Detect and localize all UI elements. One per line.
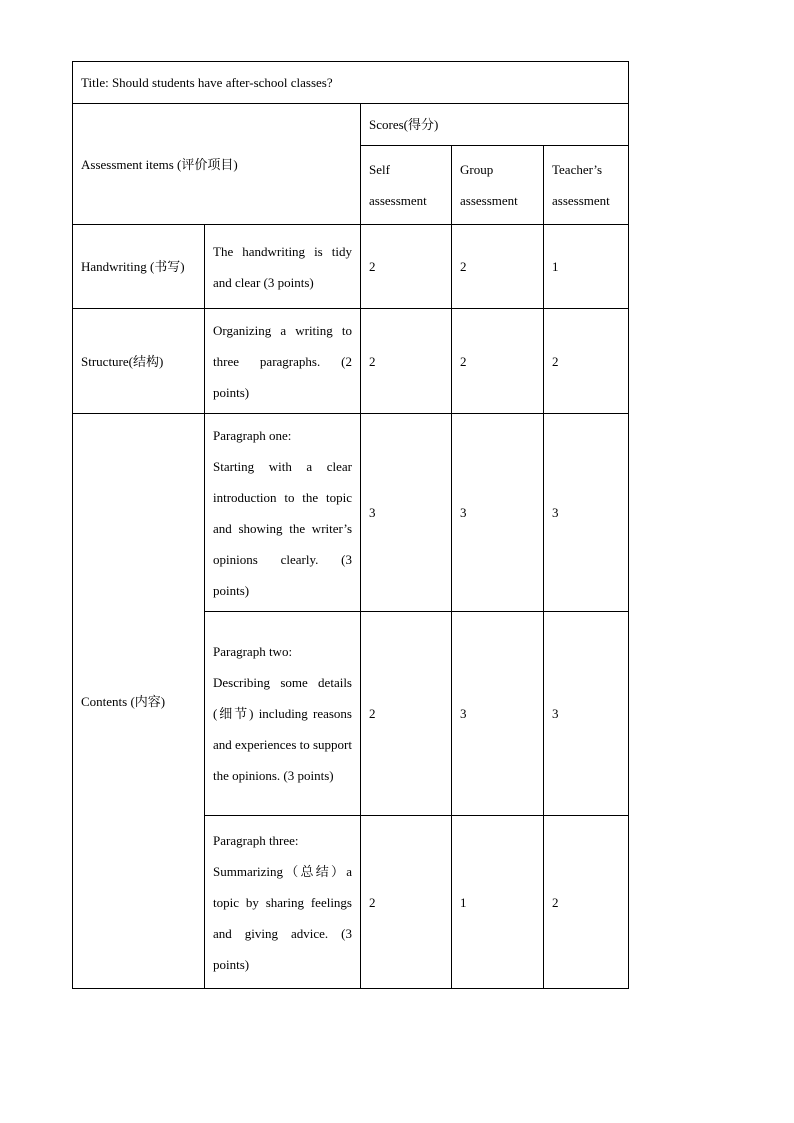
criterion-cell [205,612,361,816]
table-row [73,414,629,612]
self-score-cell: 2 [361,309,452,414]
title-row [73,62,629,104]
table-row [73,309,629,414]
criterion-cell [205,414,361,612]
criterion-cell: Organizing a writing to three paragraphs. (2 points) [205,309,361,414]
teacher-assessment-header: Teacher’s assessment [544,146,629,225]
criterion-text: Describing some details (细节) including reasons and experiences to support the opinions. (3 points) [213,675,352,783]
self-score-cell: 2 [361,612,452,816]
teacher-score-cell: 3 [544,612,629,816]
teacher-score-cell: 2 [544,309,629,414]
category-cell: Handwriting (书写) [73,225,205,309]
group-assessment-header: Group assessment [452,146,544,225]
paragraph-heading: Paragraph two: [213,644,293,659]
table-title: Title: Should students have after-school classes? [73,62,629,104]
criterion-text: Summarizing（总结）a topic by sharing feelings and giving advice. (3 points) [213,863,352,972]
self-assessment-header: Self assessment [361,146,452,225]
assessment-items-header: Assessment items (评价项目) [73,104,361,225]
scores-header: Scores(得分) [361,104,629,146]
teacher-score-cell: 2 [544,816,629,989]
criterion-text: Starting with a clear introduction to the topic and showing the writer’s opinions clearly. (3 points) [213,458,352,598]
category-cell: Structure(结构) [73,309,205,414]
assessment-table [72,61,629,989]
category-cell: Contents (内容) [73,414,205,989]
teacher-score-cell: 1 [544,225,629,309]
paragraph-heading: Paragraph three: [213,832,299,848]
criterion-cell: The handwriting is tidy and clear (3 points) [205,225,361,309]
paragraph-heading: Paragraph one: [213,427,292,443]
group-score-cell: 2 [452,225,544,309]
self-score-cell: 2 [361,225,452,309]
group-score-cell: 3 [452,414,544,612]
group-score-cell: 3 [452,612,544,816]
criterion-cell [205,816,361,989]
self-score-cell: 2 [361,816,452,989]
table-row [73,225,629,309]
group-score-cell: 1 [452,816,544,989]
header-row-1 [73,104,629,146]
teacher-score-cell: 3 [544,414,629,612]
group-score-cell: 2 [452,309,544,414]
self-score-cell: 3 [361,414,452,612]
